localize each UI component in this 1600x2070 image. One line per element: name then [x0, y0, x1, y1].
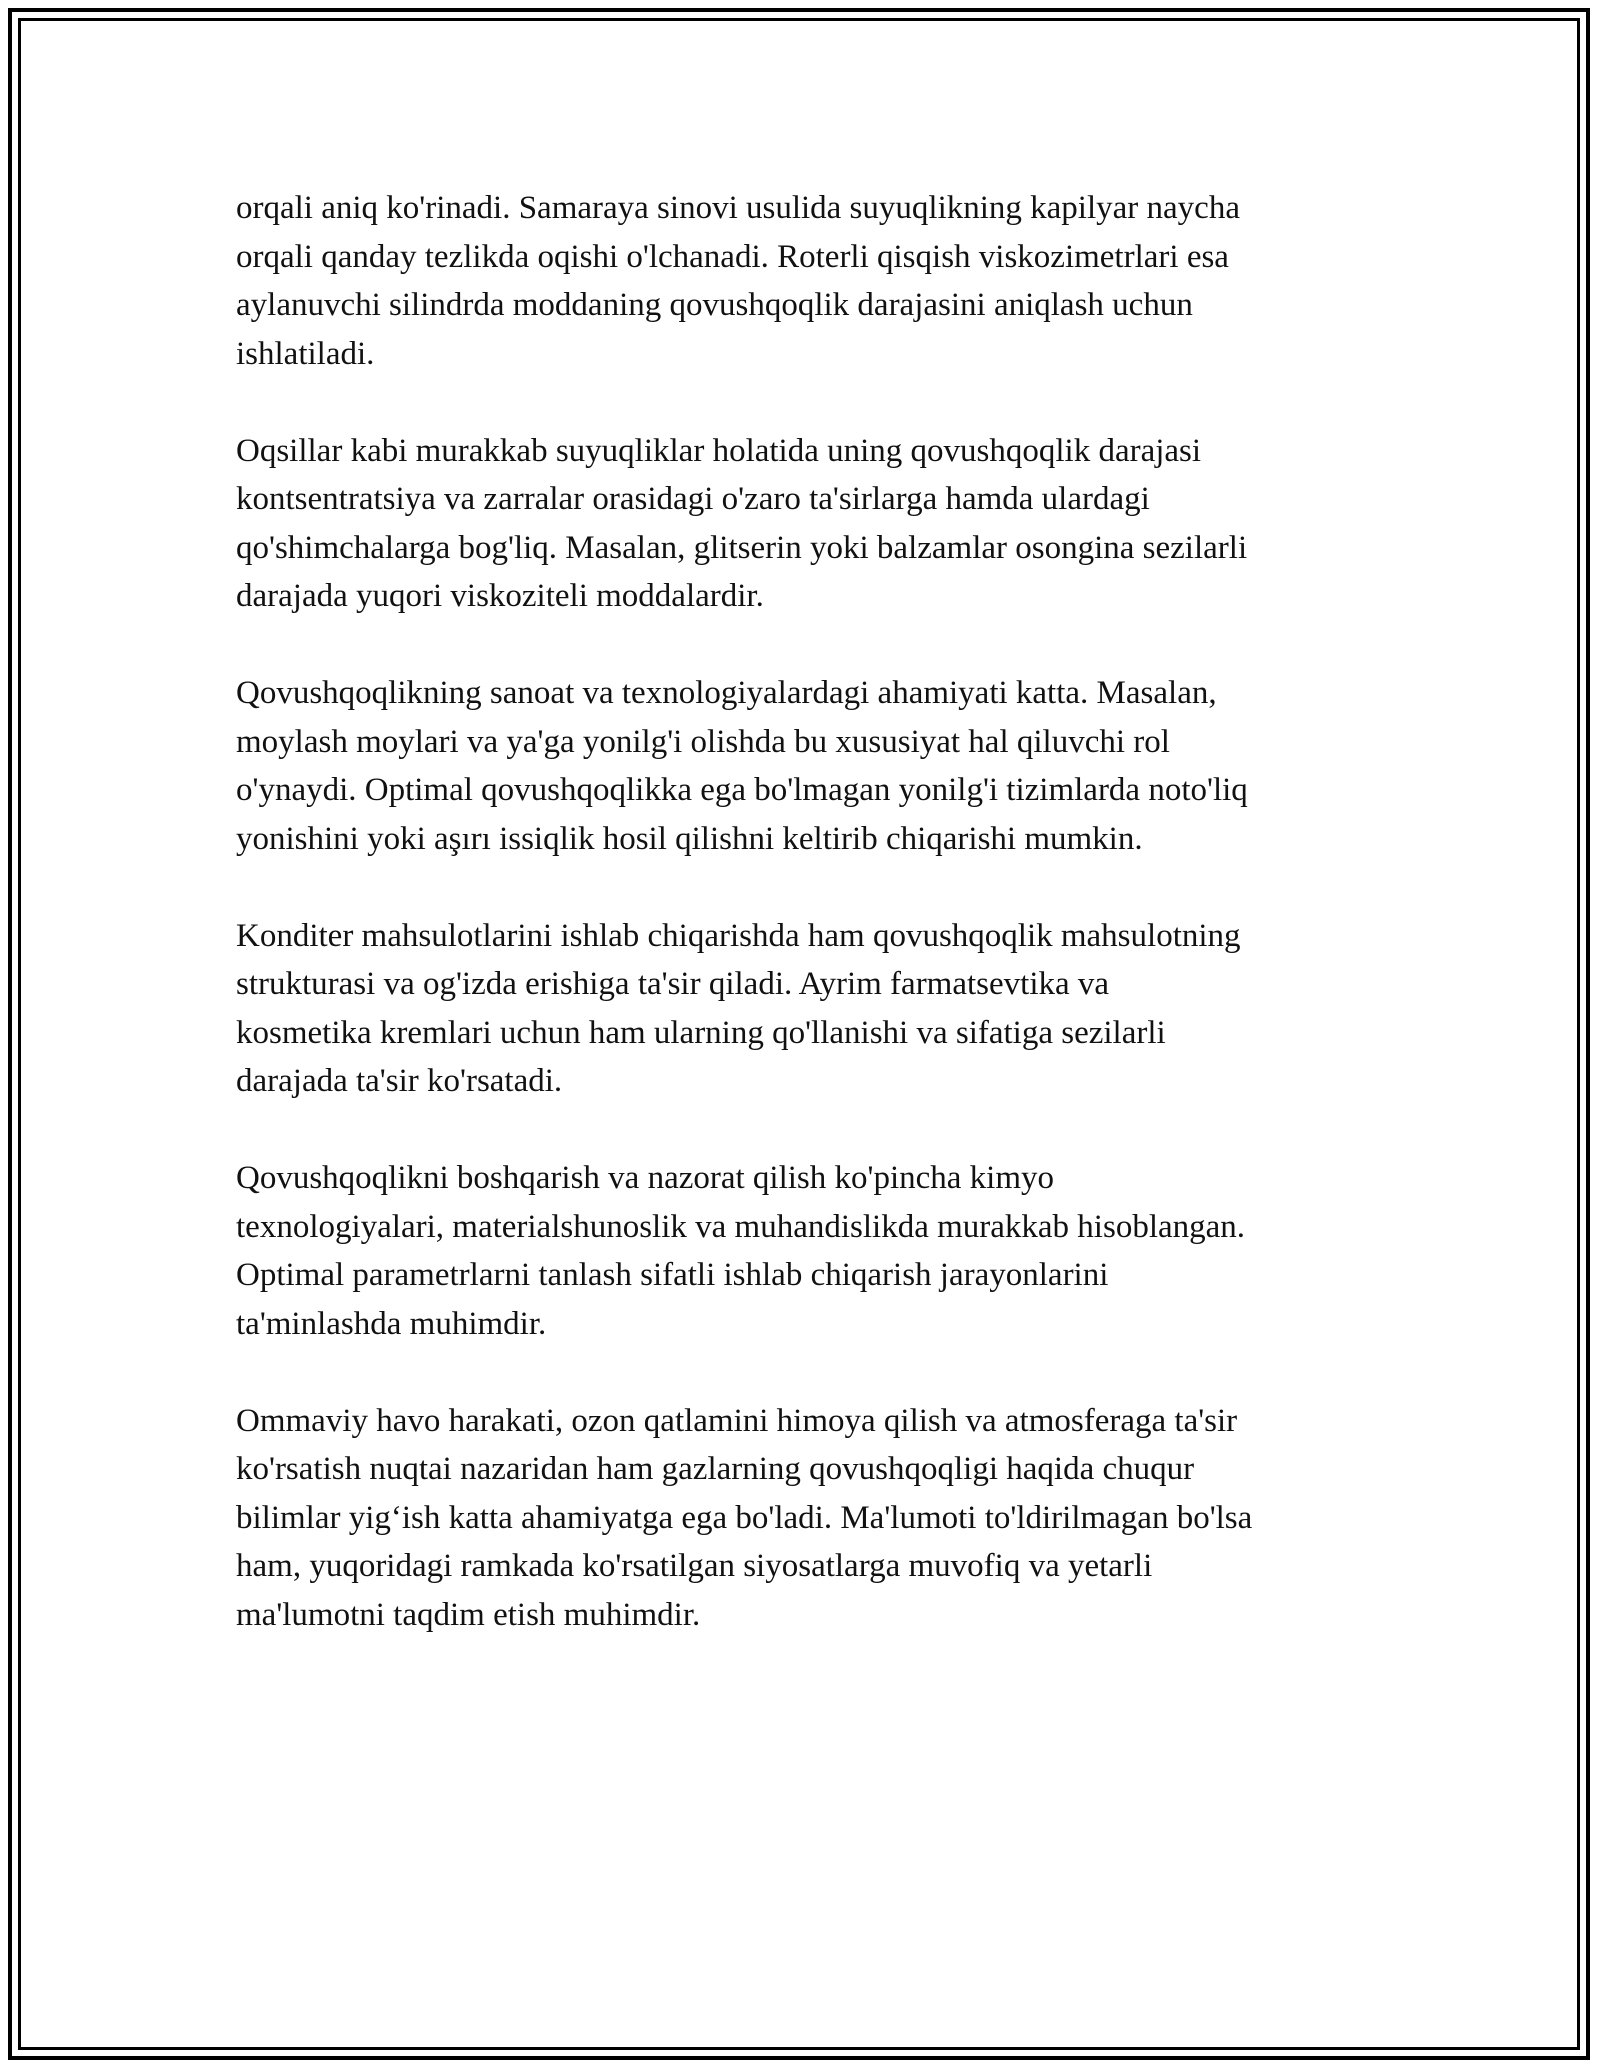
paragraph: Oqsillar kabi murakkab suyuqliklar holatida uning qovushqoqlik darajasi kontsentratsiya va zarralar orasidagi o'zaro ta'sirlarga hamda ulardagi qo'shimchalarga bog'liq. Masalan, glitserin yoki balzamlar osongina sezilarli darajada yuqori viskoziteli moddalardir.: [236, 432, 1248, 614]
paragraph: Qovushqoqlikning sanoat va texnologiyalardagi ahamiyati katta. Masalan, moylash moylari va ya'ga yonilg'i olishda bu xususiyat hal qiluvchi rol o'ynaydi. Optimal qovushqoqlikka ega bo'lmagan yonilg'i tizimlarda noto'liq yonishini yoki aşırı issiqlik hosil qilishni keltirib chiqarishi mumkin.: [236, 675, 1248, 857]
paragraph: Ommaviy havo harakati, ozon qatlamini himoya qilish va atmosferaga ta'sir ko'rsatish nuqtai nazaridan ham gazlarning qovushqoqligi haqida chuqur bilimlar yig‘ish katta ahamiyatga ega bo'ladi. Ma'lumoti to'ldirilmagan bo'lsa ham, yuqoridagi ramkada ko'rsatilgan siyosatlarga muvofiq va yetarli ma'lumotni taqdim etish muhimdir.: [236, 1402, 1253, 1633]
paragraph: Konditer mahsulotlarini ishlab chiqarishda ham qovushqoqlik mahsulotning strukturasi va og'izda erishiga ta'sir qiladi. Ayrim farmatsevtika va kosmetika kremlari uchun ham ularning qo'llanishi va sifatiga sezilarli darajada ta'sir ko'rsatadi.: [236, 917, 1241, 1099]
paragraph: Qovushqoqlikni boshqarish va nazorat qilish ko'pincha kimyo texnologiyalari, materialshunoslik va muhandislikda murakkab hisoblangan. Optimal parametrlarni tanlash sifatli ishlab chiqarish jarayonlarini ta'minlashda muhimdir.: [236, 1160, 1246, 1342]
paragraph: orqali aniq ko'rinadi. Samaraya sinovi usulida suyuqlikning kapilyar naycha orqali qanday tezlikda oqishi o'lchanadi. Roterli qisqish viskozimetrlari esa aylanuvchi silindrda moddaning qovushqoqlik darajasini aniqlash uchun ishlatiladi.: [236, 190, 1240, 372]
document-body: [236, 184, 1386, 1688]
